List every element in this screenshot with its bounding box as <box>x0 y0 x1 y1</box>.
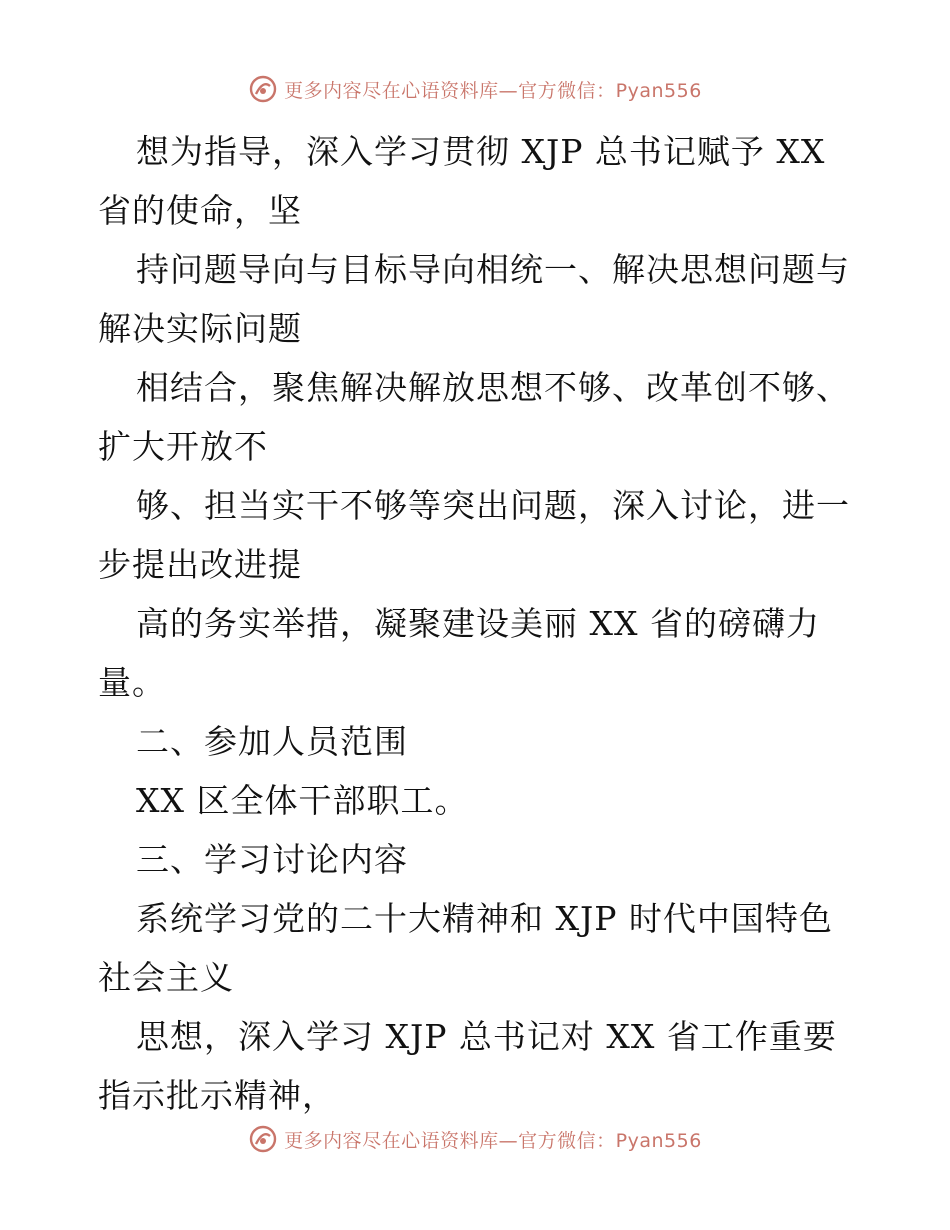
text-line: 系统学习党的二十大精神和 XJP 时代中国特色 <box>136 899 833 938</box>
watermark-text: 更多内容尽在心语资料库—官方微信：Pyan556 <box>284 1129 702 1152</box>
text-line: 扩大开放不 <box>98 427 268 466</box>
text-line: 思想，深入学习 XJP 总书记对 XX 省工作重要 <box>136 1017 837 1056</box>
text-line: 解决实际问题 <box>98 309 302 348</box>
text-line: 持问题导向与目标导向相统一、解决思想问题与 <box>136 250 850 289</box>
footer-watermark <box>0 1124 950 1154</box>
text-line: 想为指导，深入学习贯彻 XJP 总书记赋予 XX <box>136 132 826 171</box>
brand-logo-icon <box>248 74 278 104</box>
document-body <box>98 122 858 1125</box>
brand-logo-icon <box>248 1124 278 1154</box>
text-line: 步提出改进提 <box>98 545 302 584</box>
text-line: 省的使命，坚 <box>98 191 302 230</box>
text-line: 三、学习讨论内容 <box>136 840 408 879</box>
text-line: 高的务实举措，凝聚建设美丽 XX 省的磅礴力 <box>136 604 820 643</box>
text-line: 二、参加人员范围 <box>136 722 408 761</box>
text-line: XX 区全体干部职工。 <box>136 781 469 820</box>
text-line: 量。 <box>98 663 166 702</box>
watermark-text: 更多内容尽在心语资料库—官方微信：Pyan556 <box>284 79 702 102</box>
text-line: 够、担当实干不够等突出问题，深入讨论，进一 <box>136 486 850 525</box>
text-line: 指示批示精神， <box>98 1076 336 1115</box>
text-line: 相结合，聚焦解决解放思想不够、改革创不够、 <box>136 368 850 407</box>
text-line: 社会主义 <box>98 958 234 997</box>
header-watermark <box>0 74 950 104</box>
